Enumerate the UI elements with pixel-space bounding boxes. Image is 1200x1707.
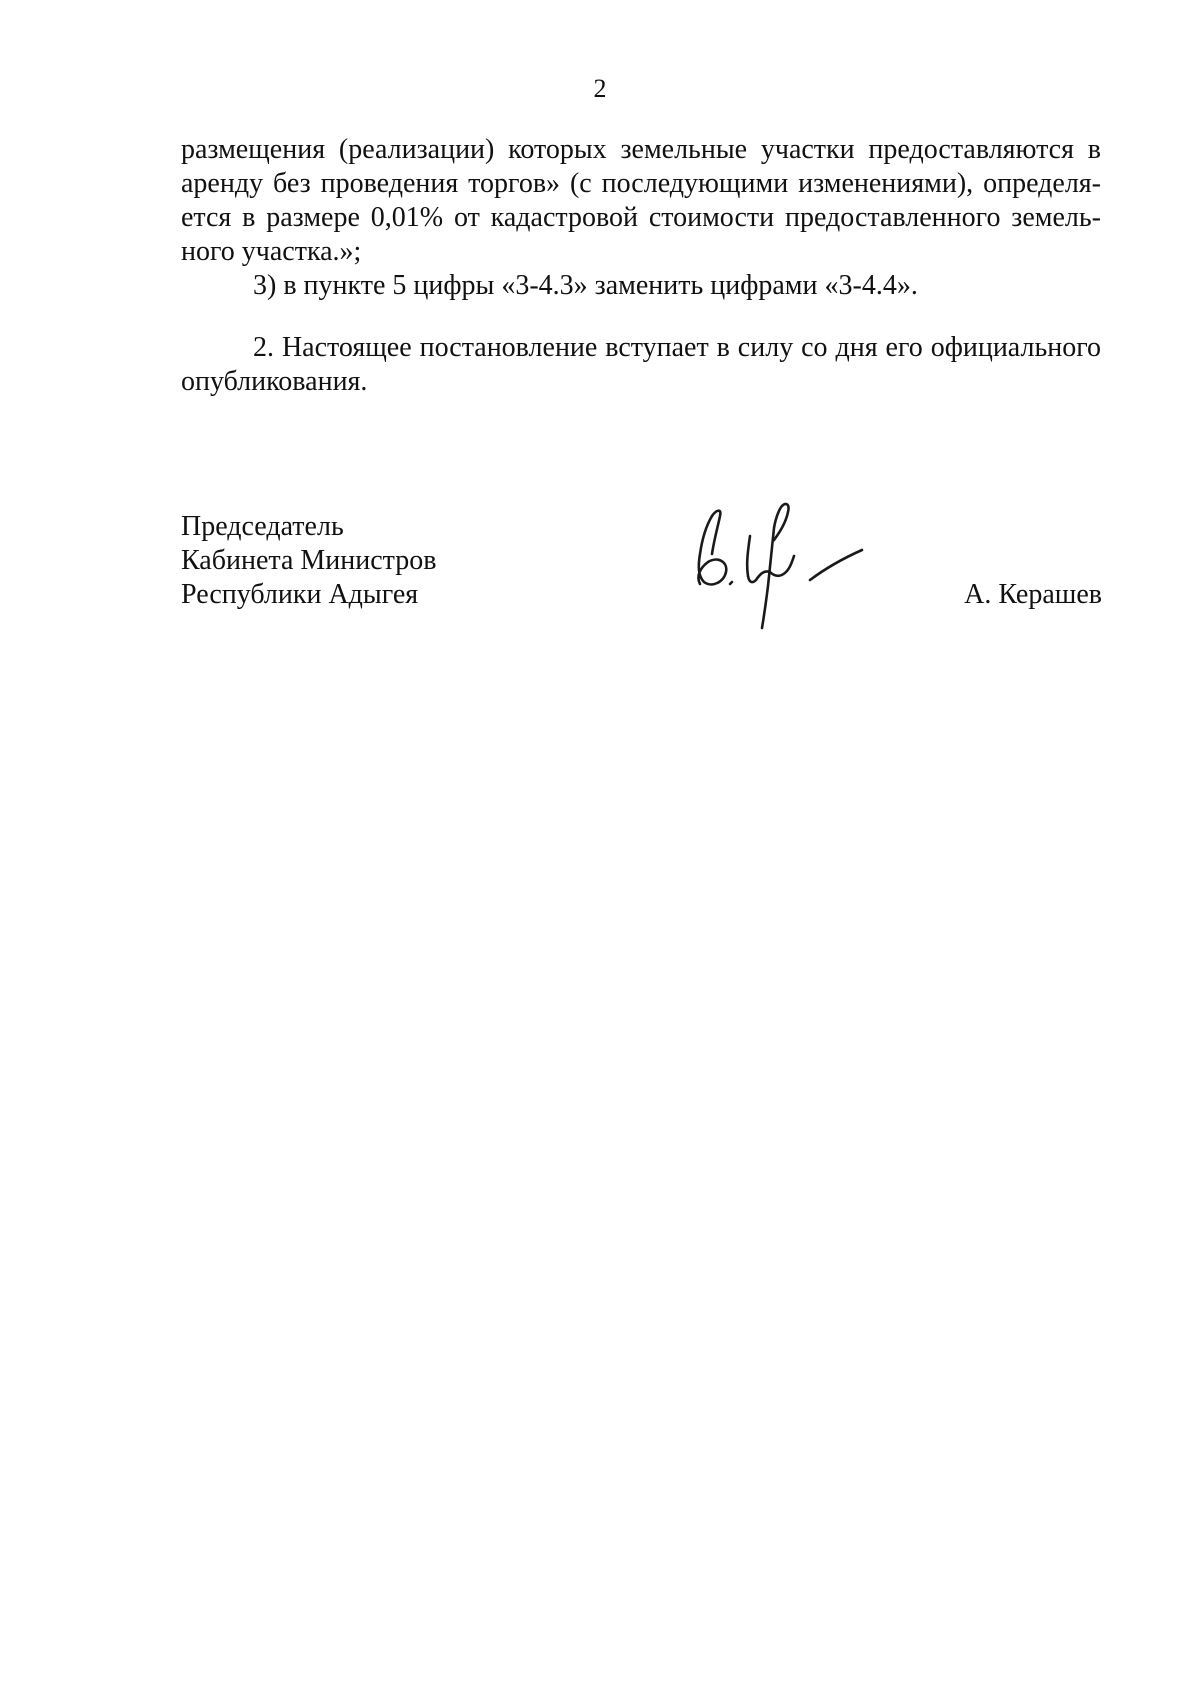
handwritten-signature bbox=[686, 496, 872, 632]
text-line: 3) в пункте 5 цифры «3-4.3» заменить цифрами «3-4.4». bbox=[253, 270, 918, 301]
signer-title-line: Председатель bbox=[181, 511, 344, 542]
effective-date-paragraph bbox=[181, 331, 1101, 399]
text-line: опубликования. bbox=[181, 366, 368, 397]
amendment-paragraph bbox=[181, 133, 1101, 303]
signer-title-line: Республики Адыгея bbox=[181, 579, 419, 610]
signer-title-line: Кабинета Министров bbox=[181, 545, 437, 576]
text-line: ного участка.»; bbox=[181, 236, 362, 267]
text-line: 2. Настоящее постановление вступает в силу со дня его официального bbox=[253, 332, 1101, 363]
text-line: аренду без проведения торгов» (с последующими изменениями), определя- bbox=[181, 168, 1101, 199]
text-line: ется в размере 0,01% от кадастровой стоимости предоставленного земель- bbox=[181, 202, 1101, 233]
text-line: размещения (реализации) которых земельные участки предоставляются в bbox=[181, 134, 1101, 165]
signer-name: А. Керашев bbox=[964, 579, 1102, 610]
page-number: 2 bbox=[593, 74, 607, 103]
signer-title bbox=[181, 510, 436, 612]
